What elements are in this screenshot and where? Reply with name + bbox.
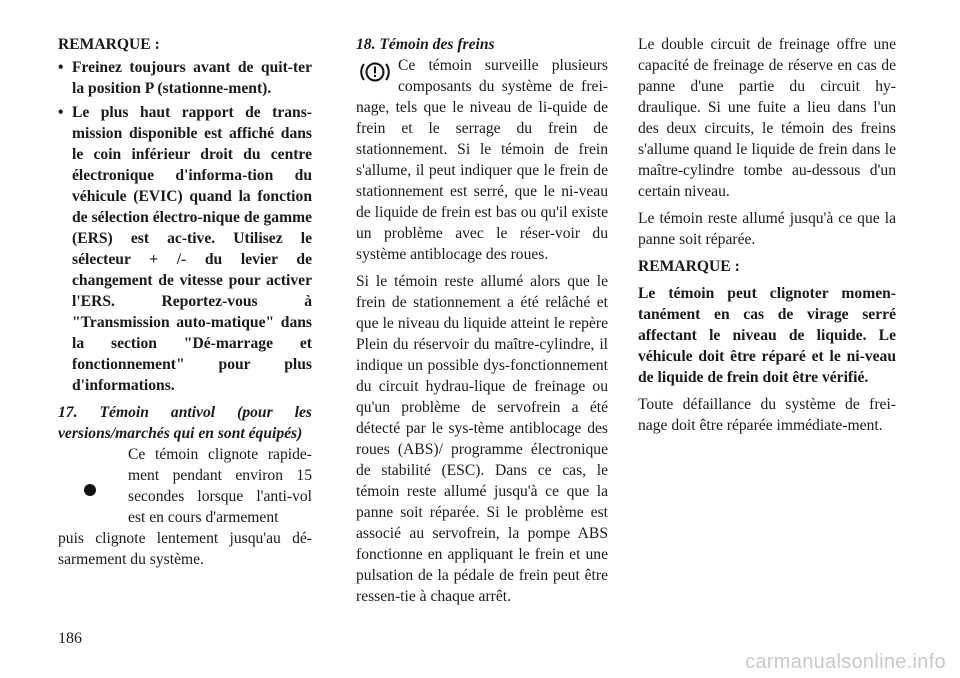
remarque-label: REMARQUE : xyxy=(58,36,160,53)
watermark: carmanualsonline.info xyxy=(745,651,946,673)
list-item: • Le plus haut rapport de trans-mission disponible est affiché dans le coin inférieur droit du centre électronique d'informa-tion du véhicule (EVIC) quand la fonction de sélection électro-nique de gamme (ERS) est ac-tive. Utilisez le sélecteur + /- du levier de changement de vitesse pour activer l'ERS. Reportez-vous à "Transmission auto-matique" dans la section "Dé-marrage et fonctionnement" pour plus d'informations. xyxy=(58,102,312,396)
brake-block xyxy=(356,55,608,265)
para-17-indent: Ce témoin clignote rapide-ment pendant environ 15 secondes lorsque l'anti-vol est en cours d'armement xyxy=(128,446,312,526)
antitheft-block xyxy=(58,444,312,528)
heading-18: 18. Témoin des freins xyxy=(356,36,495,53)
antitheft-dot-icon xyxy=(84,484,96,496)
column-left xyxy=(58,34,312,570)
para-c3-c: Toute défaillance du système de frei-nage doit être réparée immédiate-ment. xyxy=(638,396,896,434)
para-17-rest: puis clignote lentement jusqu'au dé-sarmement du système. xyxy=(58,530,312,568)
brake-warning-icon xyxy=(360,59,390,85)
column-middle xyxy=(356,34,608,607)
note-text: Le témoin peut clignoter momen-tanément en cas de virage serré affectant le niveau de liquide. Le véhicule doit être réparé et le ni-veau de liquide de frein doit être vérifié. xyxy=(638,285,896,386)
para-18-b: Si le témoin reste allumé alors que le frein de stationnement a été relâché et que le niveau du liquide atteint le repère Plein du réservoir du maître-cylindre, il indique un possible dys-fonctionnement du circuit hydrau-lique de freinage ou qu'un problème de servofrein a été détecté par le sys-tème antiblocage des roues (ABS)/ programme électronique de stabilité (ESC). Dans ce cas, le témoin reste allumé jusqu'à ce que la panne soit réparée. Si le problème est associé au servofrein, la pompe ABS fonctionne en appliquant le frein et une pulsation de la pédale de frein peut être ressen-tie à chaque arrêt. xyxy=(356,273,608,605)
remarque-label-2: REMARQUE : xyxy=(638,258,740,275)
page-number: 186 xyxy=(58,630,82,647)
remarque-list xyxy=(58,57,312,396)
para-c3-b: Le témoin reste allumé jusqu'à ce que la panne soit réparée. xyxy=(638,210,896,248)
heading-17: 17. Témoin antivol (pour les versions/marchés qui en sont équipés) xyxy=(58,404,312,442)
para-18-a: Ce témoin surveille plusieurs composants du système de frei-nage, tels que le niveau de li-quide de frein et le serrage du frein de stationnement. Si le témoin de frein s'allume, il peut indiquer que le frein de stationnement est serré, que le ni-veau de liquide de frein est bas ou qu'il existe un problème avec le réser-voir du système antiblocage des roues. xyxy=(356,57,608,263)
list-item: • Freinez toujours avant de quit-ter la position P (stationne-ment). xyxy=(58,57,312,99)
para-c3-a: Le double circuit de freinage offre une capacité de freinage de réserve en cas de panne d'une partie du circuit hy-draulique. Si une fuite a lieu dans l'un des deux circuits, le témoin des freins s'allume quand le liquide de frein dans le maître-cylindre tombe au-dessous d'un certain niveau. xyxy=(638,36,896,200)
column-right xyxy=(638,34,896,436)
